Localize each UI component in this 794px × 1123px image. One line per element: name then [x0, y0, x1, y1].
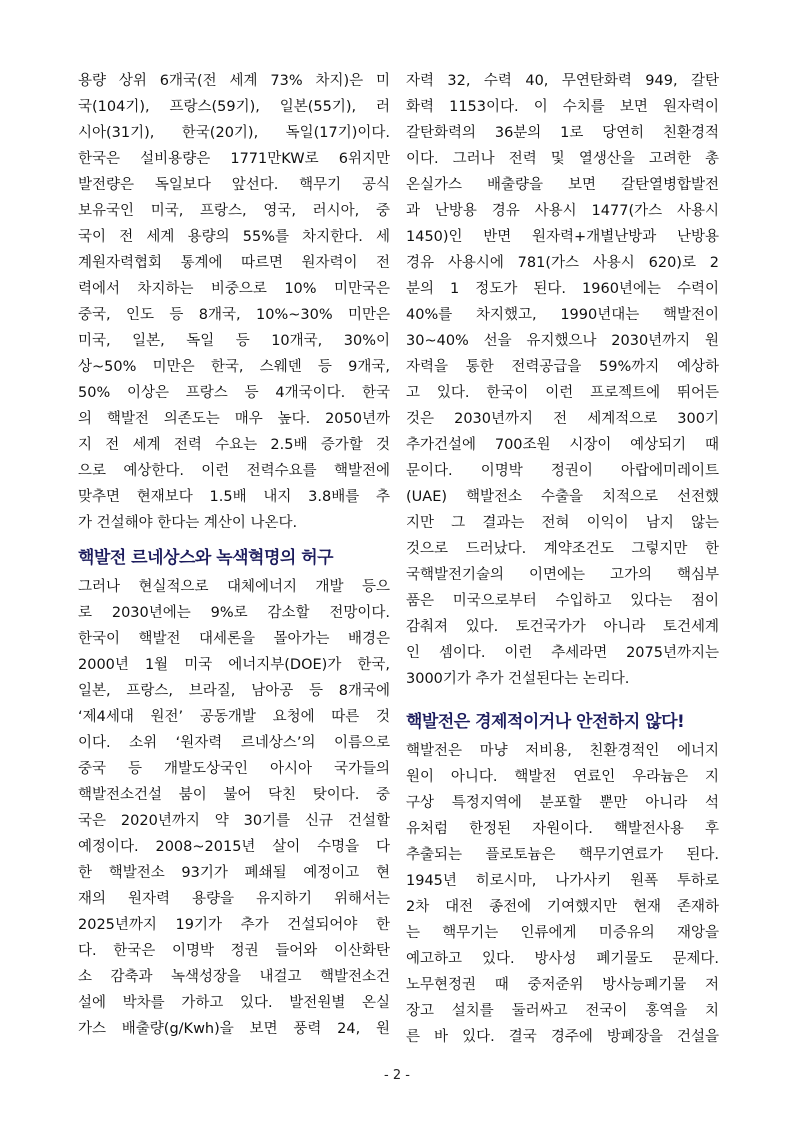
- text-line: 한국은 설비용량은 1771만KW로 6위지만: [78, 151, 390, 167]
- text-line: (UAE) 핵발전소 수출을 치적으로 선전했: [406, 489, 719, 505]
- text-line: 맞추면 현재보다 1.5배 내지 3.8배를 추: [78, 489, 390, 505]
- text-line: 3000기가 추가 건설된다는 논리다.: [406, 671, 630, 687]
- text-line: 국핵발전기술의 이면에는 고가의 핵심부: [406, 567, 719, 583]
- text-line: 재의 원자력 용량을 유지하기 위해서는: [78, 891, 390, 907]
- text-line: 추가건설에 700조원 시장이 예상되기 때: [406, 437, 719, 453]
- text-line: 문이다. 이명박 정권이 아랍에미레이트: [406, 463, 719, 479]
- text-line: 분의 1 정도가 된다. 1960년에는 수력이: [406, 281, 719, 297]
- text-line: 로 2030년에는 9%로 감소할 전망이다.: [78, 605, 390, 621]
- left-column: [78, 68, 390, 1042]
- text-line: 온실가스 배출량을 보면 갈탄열병합발전: [406, 177, 719, 193]
- text-line: 2차 대전 종전에 기여했지만 현재 존재하: [406, 899, 719, 915]
- text-line: 갈탄화력의 36분의 1로 당연히 친환경적: [406, 125, 719, 141]
- text-line: 한국이 핵발전 대세론을 몰아가는 배경은: [78, 631, 390, 647]
- page-number: - 2 -: [384, 1068, 410, 1083]
- text-line: 자력을 통한 전력공급을 59%까지 예상하: [406, 359, 719, 375]
- right-column: [406, 68, 719, 1050]
- text-line: 추출되는 플로토늄은 핵무기연료가 된다.: [406, 847, 719, 863]
- text-line: 국이 전 세계 용량의 55%를 차지한다. 세: [78, 229, 390, 245]
- text-line: 소 감축과 녹색성장을 내걸고 핵발전소건: [78, 969, 390, 985]
- text-line: 1450)인 반면 원자력+개별난방과 난방용: [406, 229, 719, 245]
- text-line: 시아(31기), 한국(20기), 독일(17기)이다.: [78, 125, 390, 141]
- text-line: 지만 그 결과는 전혀 이익이 남지 않는: [406, 515, 719, 531]
- text-line: 일본, 프랑스, 브라질, 남아공 등 8개국에: [78, 683, 390, 699]
- text-line: 품은 미국으로부터 수입하고 있다는 점이: [406, 593, 719, 609]
- text-line: 예고하고 있다. 방사성 폐기물도 문제다.: [406, 951, 719, 967]
- text-line: 중국, 인도 등 8개국, 10%~30% 미만은: [78, 307, 390, 323]
- text-line: 고 있다. 한국이 이런 프로젝트에 뛰어든: [406, 385, 719, 401]
- section-heading: 핵발전 르네상스와 녹색혁명의 허구: [78, 548, 334, 568]
- text-line: 의 핵발전 의존도는 매우 높다. 2050년까: [78, 411, 390, 427]
- text-line: 다. 한국은 이명박 정권 들어와 이산화탄: [78, 943, 390, 959]
- text-line: 이다. 그러나 전력 및 열생산을 고려한 총: [406, 151, 719, 167]
- text-line: 용량 상위 6개국(전 세계 73% 차지)은 미: [78, 73, 390, 89]
- text-line: 이다. 소위 ‘원자력 르네상스’의 이름으로: [78, 735, 390, 751]
- text-line: 장고 설치를 둘러싸고 전국이 홍역을 치: [406, 1003, 719, 1019]
- text-line: 것은 2030년까지 전 세계적으로 300기: [406, 411, 719, 427]
- text-line: 2025년까지 19기가 추가 건설되어야 한: [78, 917, 390, 933]
- text-line: 핵발전소건설 붐이 불어 닥친 탓이다. 중: [78, 787, 390, 803]
- text-line: 설에 박차를 가하고 있다. 발전원별 온실: [78, 995, 390, 1011]
- text-line: 중국 등 개발도상국인 아시아 국가들의: [78, 761, 390, 777]
- text-line: 력에서 차지하는 비중으로 10% 미만국은: [78, 281, 390, 297]
- text-line: 40%를 차지했고, 1990년대는 핵발전이: [406, 307, 719, 323]
- text-line: 상~50% 미만은 한국, 스웨덴 등 9개국,: [78, 359, 390, 375]
- text-line: 자력 32, 수력 40, 무연탄화력 949, 갈탄: [406, 73, 719, 89]
- text-line: 50% 이상은 프랑스 등 4개국이다. 한국: [78, 385, 390, 401]
- text-line: 과 난방용 경유 사용시 1477(가스 사용시: [406, 203, 719, 219]
- text-line: 국(104기), 프랑스(59기), 일본(55기), 러: [78, 99, 390, 115]
- text-line: ‘제4세대 원전’ 공동개발 요청에 따른 것: [78, 709, 390, 725]
- text-line: 보유국인 미국, 프랑스, 영국, 러시아, 중: [78, 203, 390, 219]
- text-line: 가스 배출량(g/Kwh)을 보면 풍력 24, 원: [78, 1021, 390, 1037]
- text-line: 국은 2020년까지 약 30기를 신규 건설할: [78, 813, 390, 829]
- text-line: 는 핵무기는 인류에게 미증유의 재앙을: [406, 925, 719, 941]
- text-line: 경유 사용시에 781(가스 사용시 620)로 2: [406, 255, 719, 271]
- text-line: 가 건설해야 한다는 계산이 나온다.: [78, 515, 298, 531]
- text-line: 한 핵발전소 93기가 폐쇄될 예정이고 현: [78, 865, 390, 881]
- text-line: 그러나 현실적으로 대체에너지 개발 등으: [78, 579, 390, 595]
- text-line: 원이 아니다. 핵발전 연료인 우라늄은 지: [406, 769, 719, 785]
- text-line: 른 바 있다. 결국 경주에 방폐장을 건설을: [406, 1029, 719, 1045]
- text-line: 1945년 히로시마, 나가사키 원폭 투하로: [406, 873, 719, 889]
- text-line: 것으로 드러났다. 계약조건도 그렇지만 한: [406, 541, 719, 557]
- text-line: 화력 1153이다. 이 수치를 보면 원자력이: [406, 99, 719, 115]
- text-line: 유처럼 한정된 자원이다. 핵발전사용 후: [406, 821, 719, 837]
- text-line: 인 셈이다. 이런 추세라면 2075년까지는: [406, 645, 719, 661]
- text-line: 으로 예상한다. 이런 전력수요를 핵발전에: [78, 463, 390, 479]
- text-line: 감춰져 있다. 토건국가가 아니라 토건세계: [406, 619, 719, 635]
- text-line: 30~40% 선을 유지했으나 2030년까지 원: [406, 333, 719, 349]
- text-line: 지 전 세계 전력 수요는 2.5배 증가할 것: [78, 437, 390, 453]
- text-line: 미국, 일본, 독일 등 10개국, 30%이: [78, 333, 390, 349]
- section-heading: 핵발전은 경제적이거나 안전하지 않다!: [406, 712, 685, 732]
- text-line: 발전량은 독일보다 앞선다. 핵무기 공식: [78, 177, 390, 193]
- text-line: 구상 특정지역에 분포할 뿐만 아니라 석: [406, 795, 719, 811]
- text-line: 2000년 1월 미국 에너지부(DOE)가 한국,: [78, 657, 390, 673]
- text-line: 핵발전은 마냥 저비용, 친환경적인 에너지: [406, 743, 719, 759]
- text-line: 노무현정권 때 중저준위 방사능폐기물 저: [406, 977, 719, 993]
- text-line: 계원자력협회 통계에 따르면 원자력이 전: [78, 255, 390, 271]
- text-line: 예정이다. 2008~2015년 살이 수명을 다: [78, 839, 390, 855]
